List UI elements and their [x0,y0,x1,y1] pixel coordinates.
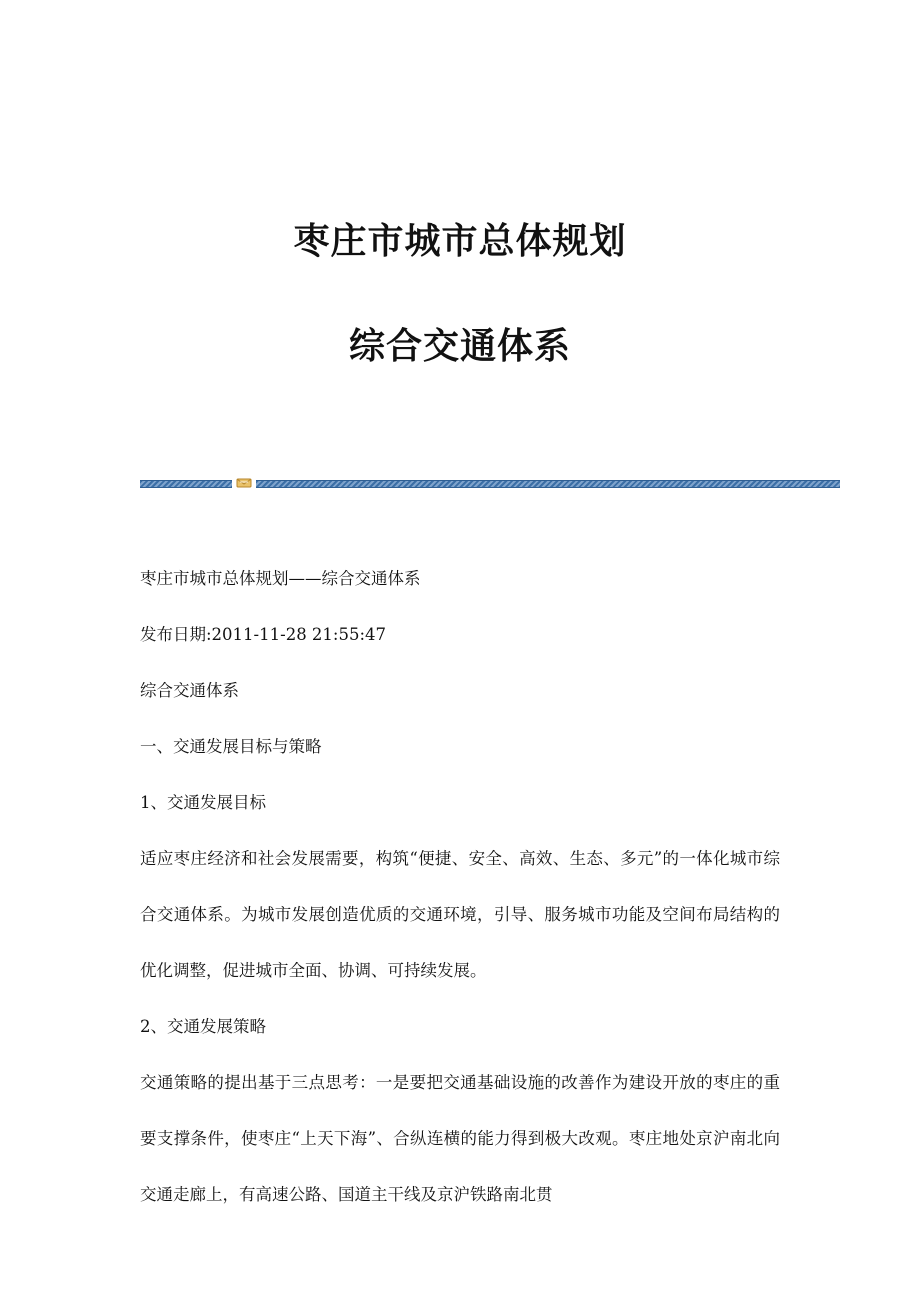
body-subtitle: 枣庄市城市总体规划——综合交通体系 [140,569,421,588]
part-one-heading: 一、交通发展目标与策略 [140,737,322,756]
item-two-heading: 2、交通发展策略 [140,1017,266,1036]
document-body [140,565,780,1251]
publish-date: 发布日期:2011-11-28 21:55:47 [140,625,387,644]
document-title: 枣庄市城市总体规划 [293,221,627,262]
item-one-heading: 1、交通发展目标 [140,793,266,812]
document-subtitle: 综合交通体系 [348,326,571,367]
envelope-icon [236,478,252,488]
decorative-divider [140,478,840,488]
item-one-paragraph: 适应枣庄经济和社会发展需要，构筑“便捷、安全、高效、生态、多元”的一体化城市综合交通体系。为城市发展创造优质的交通环境，引导、服务城市功能及空间布局结构的优化调整，促进城市全面、协调、可持续发展。 [140,849,780,980]
divider-bar-right [256,480,840,488]
divider-bar-left [140,480,232,488]
section-heading: 综合交通体系 [140,681,239,700]
item-two-paragraph: 交通策略的提出基于三点思考：一是要把交通基础设施的改善作为建设开放的枣庄的重要支撑条件，使枣庄“上天下海”、合纵连横的能力得到极大改观。枣庄地处京沪南北向交通走廊上，有高速公路、国道主干线及京沪铁路南北贯 [140,1073,780,1204]
